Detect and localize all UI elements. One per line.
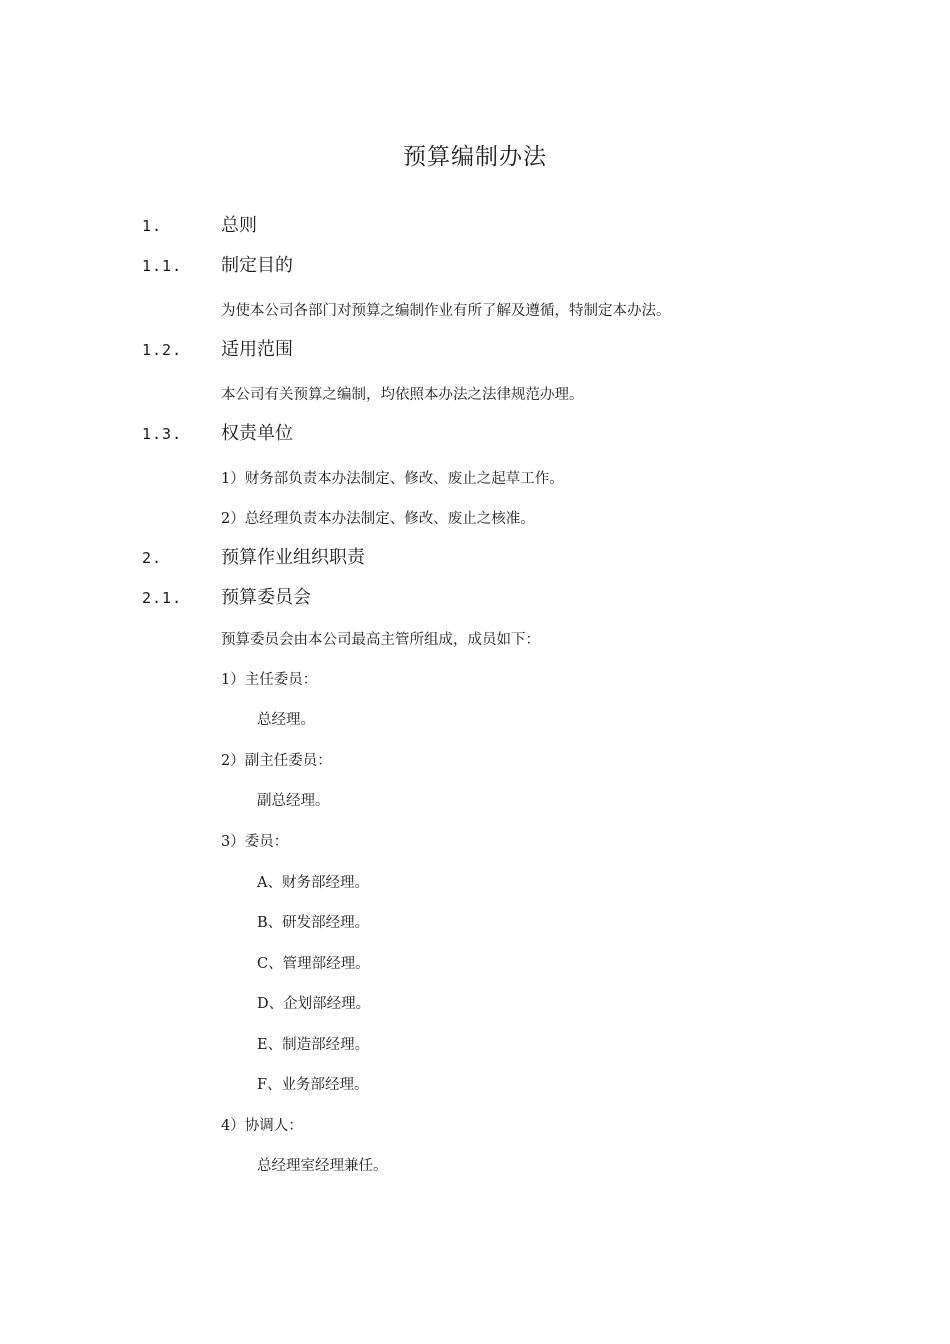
paragraph-purpose: 为使本公司各部门对预算之编制作业有所了解及遵循，特制定本办法。: [221, 303, 671, 319]
list-item-member-b: B、研发部经理。: [257, 915, 370, 931]
list-item-chair: 1）主任委员：: [221, 672, 318, 688]
section-title: 预算委员会: [221, 587, 311, 608]
paragraph-scope: 本公司有关预算之编制，均依照本办法之法律规范办理。: [221, 387, 584, 403]
section-number: 1.3.: [142, 425, 183, 443]
list-item-member-d: D、企划部经理。: [257, 996, 371, 1012]
list-item-responsibility-2: 2）总经理负责本办法制定、修改、废止之核准。: [221, 511, 535, 527]
list-item-members: 3）委员：: [221, 834, 289, 850]
list-item-chair-value: 总经理。: [257, 712, 315, 728]
list-item-vice-chair: 2）副主任委员：: [221, 753, 332, 769]
section-number: 2.1.: [142, 589, 183, 607]
list-item-vice-chair-value: 副总经理。: [257, 793, 330, 809]
section-title: 制定目的: [221, 255, 293, 276]
list-item-member-c: C、管理部经理。: [257, 956, 370, 972]
section-title: 预算作业组织职责: [221, 547, 365, 568]
list-item-member-a: A、财务部经理。: [257, 875, 369, 891]
document-title: 预算编制办法: [403, 144, 547, 170]
list-item-member-e: E、制造部经理。: [257, 1037, 370, 1053]
section-number: 1.1.: [142, 257, 183, 275]
section-title: 权责单位: [221, 423, 293, 444]
list-item-member-f: F、业务部经理。: [257, 1077, 369, 1093]
paragraph-committee-intro: 预算委员会由本公司最高主管所组成，成员如下：: [221, 632, 540, 648]
list-item-responsibility-1: 1）财务部负责本办法制定、修改、废止之起草工作。: [221, 471, 564, 487]
section-title: 总则: [221, 215, 257, 236]
list-item-coordinator: 4）协调人：: [221, 1118, 303, 1134]
section-number: 2.: [142, 549, 163, 567]
section-number: 1.: [142, 217, 163, 235]
section-number: 1.2.: [142, 341, 183, 359]
list-item-coordinator-value: 总经理室经理兼任。: [257, 1158, 388, 1174]
section-title: 适用范围: [221, 339, 293, 360]
